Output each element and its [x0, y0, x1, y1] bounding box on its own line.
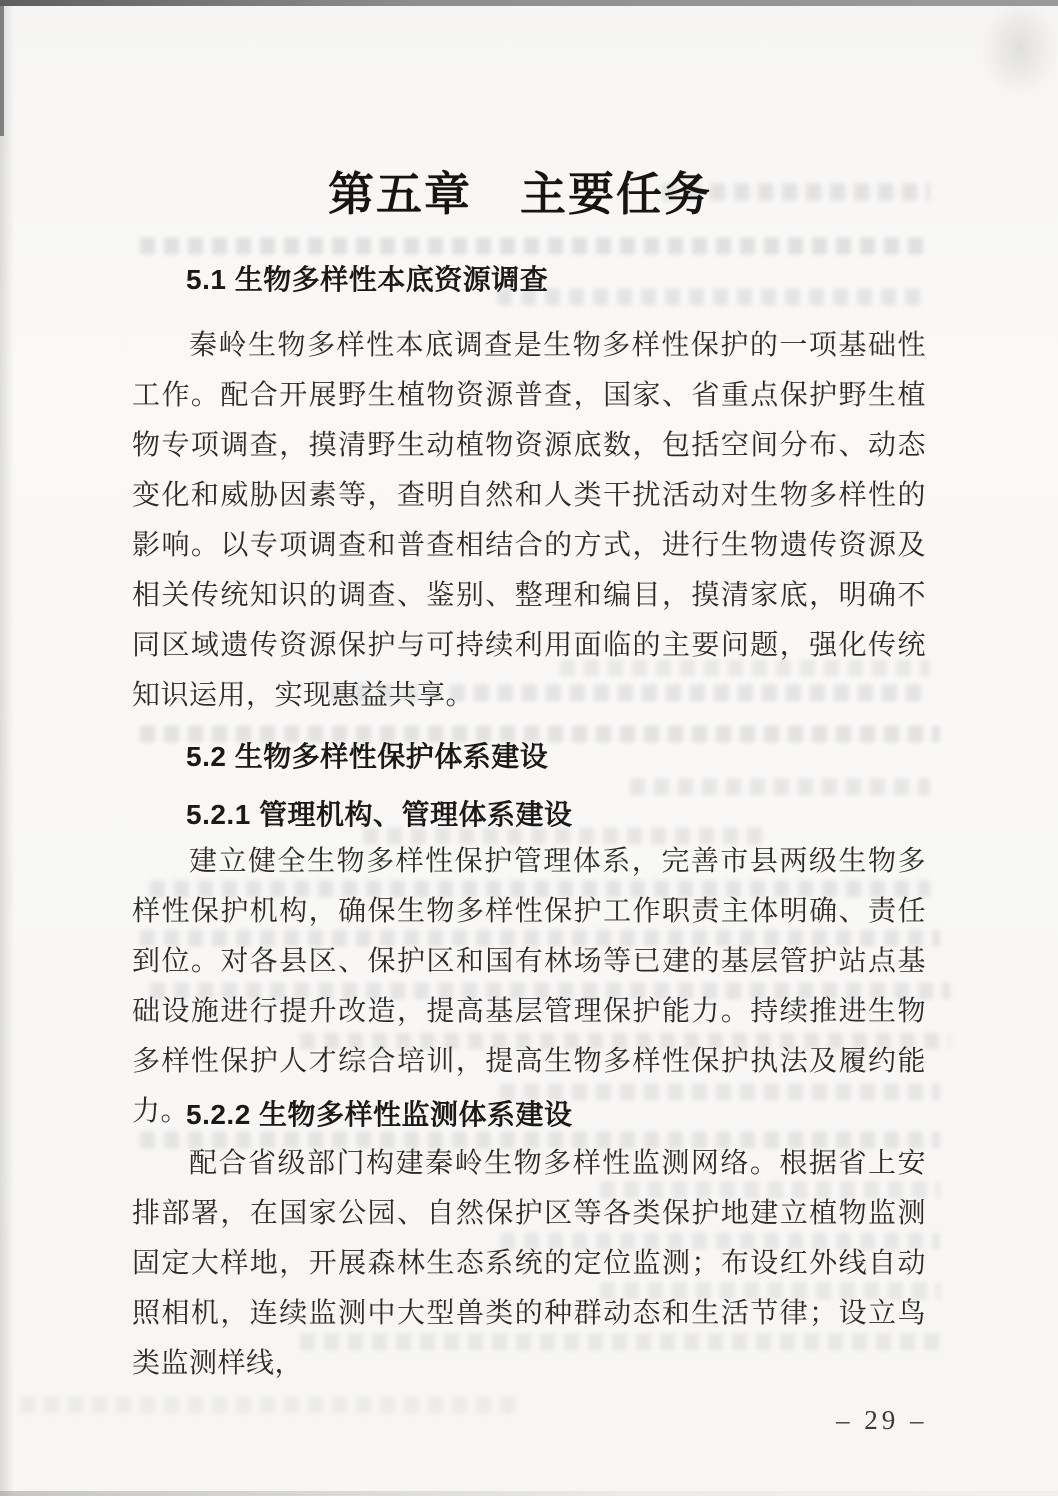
bleedthrough-ghost-line: [630, 779, 930, 796]
chapter-title: 第五章 主要任务: [328, 168, 712, 220]
scan-edge-top: [0, 0, 1058, 6]
section-heading-5-1: 5.1 生物多样性本底资源调查: [186, 264, 549, 295]
scan-blotch-top-right: [930, 0, 1058, 160]
section-heading-5-2-1: 5.2.1 管理机构、管理体系建设: [186, 799, 573, 830]
paragraph-5-1: 秦岭生物多样性本底调查是生物多样性保护的一项基础性工作。配合开展野生植物资源普查，国家、省重点保护野生植物专项调查，摸清野生动植物资源底数，包括空间分布、动态变化和威胁因素等，查明自然和人类干扰活动对生物多样性的影响。以专项调查和普查相结合的方式，进行生物遗传资源及相关传统知识的调查、鉴别、整理和编目，摸清家底，明确不同区域遗传资源保护与可持续利用面临的主要问题，强化传统知识运用，实现惠益共享。: [132, 330, 926, 711]
paragraph-5-2-1: 建立健全生物多样性保护管理体系，完善市县两级生物多样性保护机构，确保生物多样性保护工作职责主体明确、责任到位。对各县区、保护区和国有林场等已建的基层管护站点基础设施进行提升改造，提高基层管理保护能力。持续推进生物多样性保护人才综合培训，提高生物多样性保护执法及履约能力。: [132, 846, 926, 1127]
page-number: – 29 –: [836, 1405, 928, 1435]
bleedthrough-ghost-line: [497, 289, 927, 306]
section-heading-5-2-2: 5.2.2 生物多样性监测体系建设: [186, 1099, 573, 1130]
section-heading-5-2: 5.2 生物多样性保护体系建设: [186, 741, 549, 772]
scan-edge-left-shadow: [0, 0, 14, 1496]
bleedthrough-ghost-line: [140, 238, 930, 255]
scan-edge-bottom: [0, 1491, 1058, 1496]
bleedthrough-ghost-line: [20, 1397, 520, 1414]
paragraph-5-2-2: 配合省级部门构建秦岭生物多样性监测网络。根据省上安排部署，在国家公园、自然保护区等各类保护地建立植物监测固定大样地，开展森林生态系统的定位监测；布设红外线自动照相机，连续监测中大型兽类的种群动态和生活节律；设立鸟类监测样线，: [132, 1148, 926, 1379]
